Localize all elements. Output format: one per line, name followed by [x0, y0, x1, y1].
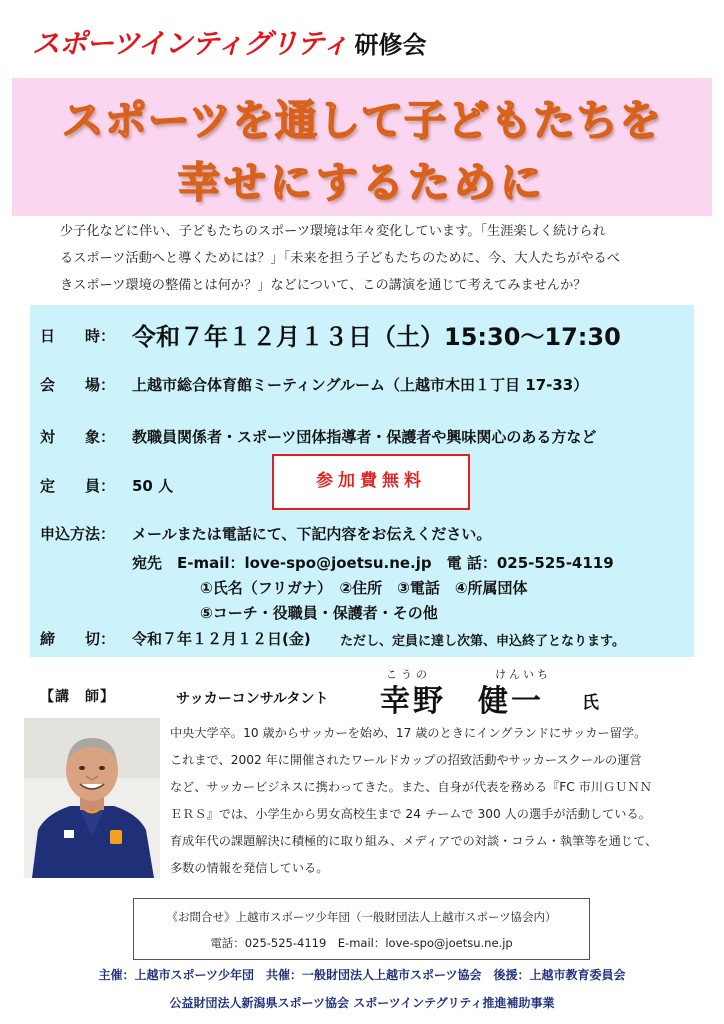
header-title-black: 研修会: [354, 31, 427, 59]
bio-line: これまで、2002 年に開催されたワールドカップの招致活動やサッカースクールの運営: [170, 753, 642, 767]
apply-label: 申込方法：: [40, 525, 116, 543]
apply-value: メールまたは電話にて、下記内容をお伝えください。: [132, 525, 492, 543]
lecturer-surname: 幸野: [380, 684, 446, 719]
lecturer-name: [380, 676, 544, 720]
flyer-header: [32, 22, 426, 62]
lecturer-honorific: 氏: [582, 693, 599, 713]
deadline-value: 令和７年１２月１２日(金): [132, 630, 311, 648]
bio-line: 中央大学卒。10 歳からサッカーを始め、17 歳のときにイングランドにサッカー留学。: [170, 726, 647, 740]
sponsor-line: 公益財団法人新潟県スポーツ協会 スポーツインテグリティ推進補助事業: [169, 996, 555, 1010]
bio-line: 多数の情報を発信している。: [170, 861, 329, 875]
bio-line: 育成年代の課題解決に積極的に取り組み、メディアでの対談・コラム・執筆等を通じて、: [170, 834, 658, 848]
free-admission-text: 参加費無料: [316, 471, 426, 491]
contact-line-2: 電話：025-525-4119 E-mail：love-spo@joetsu.ne.jp: [210, 936, 513, 950]
intro-line-2: るスポーツ活動へと導くためには？」「未来を担う子どもたちのために、今、大人たちがやるべ: [60, 251, 620, 266]
headline-line-2: 幸せにするために: [177, 158, 546, 207]
deadline-note: ただし、定員に達し次第、申込終了となります。: [340, 634, 625, 649]
date-label: 日 時：: [40, 327, 116, 345]
venue-value: 上越市総合体育館ミーティングルーム（上越市木田１丁目 17-33）: [132, 376, 589, 394]
lecturer-given-ruby: けんいち: [495, 668, 551, 681]
bio-line: ＥＲＳ』では、小学生から男女高校生まで 24 チームで 300 人の選手が活動している。: [170, 807, 651, 821]
headline-line-1: スポーツを通して子どもたちを: [61, 96, 663, 145]
header-title-red: スポーツインティグリティ: [32, 27, 349, 60]
date-value: 令和７年１２月１３日（土）15:30～17:30: [132, 323, 621, 351]
headline-banner: [12, 78, 712, 216]
target-label: 対 象：: [40, 428, 116, 446]
intro-line-1: 少子化などに伴い、子どもたちのスポーツ環境は年々変化しています。「生涯楽しく続けられ: [60, 224, 606, 239]
apply-destination: 宛先 E-mail：love-spo@joetsu.ne.jp 電 話：025-525-4119: [132, 554, 614, 572]
lecturer-label: 【講 師】: [40, 689, 115, 705]
capacity-value: 50 人: [132, 477, 174, 495]
intro-line-3: きスポーツ環境の整備とは何か？」などについて、この講演を通じて考えてみませんか？: [60, 278, 587, 293]
contact-box: [133, 898, 590, 960]
lecturer-photo: [24, 718, 160, 878]
organizers-line: 主催：上越市スポーツ少年団 共催：一般財団法人上越市スポーツ協会 後援：上越市教育委員会: [98, 968, 626, 982]
lecturer-portrait-illustration: [24, 718, 160, 878]
capacity-label: 定 員：: [40, 477, 116, 495]
apply-items-2: ⑤コーチ・役職員・保護者・その他: [200, 604, 438, 622]
venue-label: 会 場：: [40, 376, 116, 394]
lecturer-bio: [170, 720, 700, 882]
lecturer-surname-ruby: こうの: [386, 668, 431, 681]
lecturer-title: サッカーコンサルタント: [176, 691, 329, 707]
target-value: 教職員関係者・スポーツ団体指導者・保護者や興味関心のある方など: [132, 428, 597, 446]
deadline-label: 締 切：: [40, 630, 116, 648]
apply-items-1: ①氏名（フリガナ） ②住所 ③電話 ④所属団体: [200, 579, 528, 597]
lecturer-given-name: 健一: [478, 684, 544, 719]
bio-line: など、サッカービジネスに携わってきた。また、自身が代表を務める『FC 市川ＧＵＮＮ: [170, 780, 652, 794]
free-admission-badge: [272, 454, 470, 510]
contact-line-1: 《お問合せ》上越市スポーツ少年団（一般財団法人上越市スポーツ協会内）: [166, 910, 557, 924]
intro-paragraph: [60, 218, 680, 299]
